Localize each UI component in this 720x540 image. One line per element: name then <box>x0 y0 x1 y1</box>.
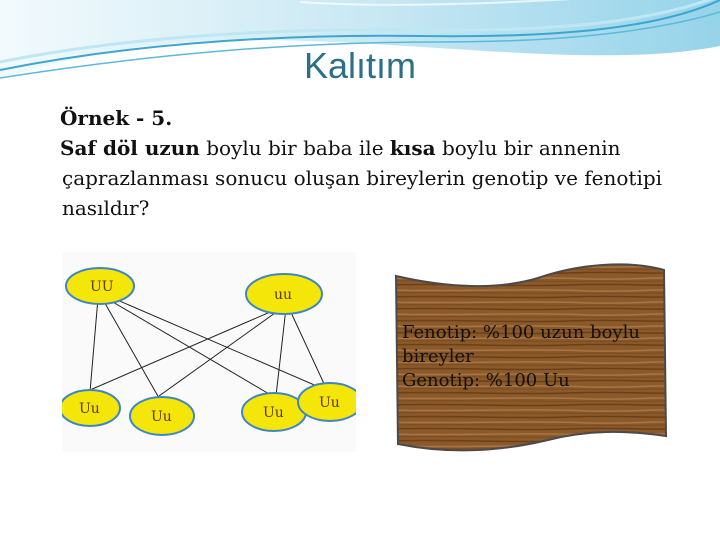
parent-uu-recessive <box>246 274 322 314</box>
offspring-1-label: Uu <box>79 401 100 417</box>
result-line-2: bireyler <box>402 346 474 367</box>
question-bold-3: kısa <box>389 136 436 160</box>
offspring-4 <box>298 383 356 421</box>
page-title: Kalıtım <box>303 45 417 86</box>
question-line-2: çaprazlanması sonucu oluşan bireylerin genotip ve fenotipi <box>62 166 663 190</box>
parent-uu-dominant <box>66 268 134 304</box>
result-line-1: Fenotip: %100 uzun boylu <box>402 322 640 343</box>
question-bold-1: Saf döl uzun <box>60 136 200 160</box>
parent-1-label: UU <box>90 279 114 295</box>
offspring-2-label: Uu <box>151 409 172 425</box>
result-line-3: Genotip: %100 Uu <box>402 370 570 391</box>
offspring-4-label: Uu <box>319 395 340 411</box>
question-text-2: boylu bir baba ile <box>199 136 390 160</box>
parent-2-label: uu <box>274 287 293 303</box>
offspring-2 <box>130 397 194 435</box>
question-line <box>42 134 621 162</box>
question-line-3: nasıldır? <box>62 196 150 220</box>
offspring-1 <box>62 390 120 426</box>
example-label: Örnek - 5. <box>60 106 173 130</box>
cross-diagram <box>62 252 356 452</box>
offspring-3 <box>242 393 306 431</box>
example-line <box>42 104 172 132</box>
question-text-4: boylu bir annenin <box>435 136 621 160</box>
offspring-3-label: Uu <box>263 405 284 421</box>
